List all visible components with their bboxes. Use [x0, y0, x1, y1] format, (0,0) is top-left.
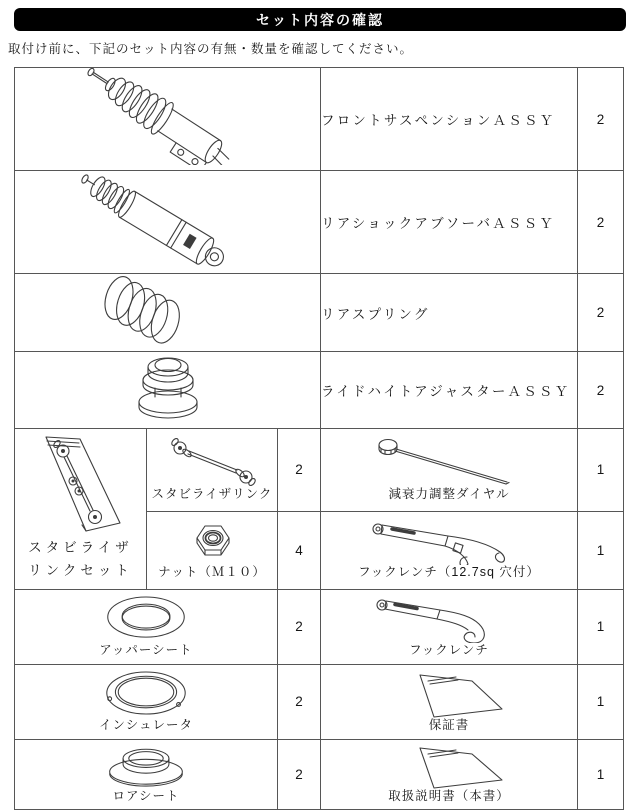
- warranty-cell: [321, 664, 578, 739]
- upper-seat-cell: [15, 589, 278, 664]
- ride-height-adjuster-cell: [15, 352, 321, 429]
- insulator-icon: [15, 668, 277, 718]
- lower-seat-cell: [15, 739, 278, 809]
- part-qty: 2: [578, 274, 624, 352]
- hook-wrench-icon: [322, 593, 577, 643]
- part-label: 取扱説明書（本書）: [388, 788, 510, 803]
- part-name: リアショックアブソーバＡＳＳＹ: [321, 171, 578, 274]
- row-ride-height-adjuster: [15, 352, 624, 429]
- parts-table: [14, 67, 624, 810]
- part-qty: 1: [578, 664, 624, 739]
- stabilizer-link-set-icon: [16, 431, 146, 537]
- stabilizer-link-cell: [147, 429, 278, 512]
- insulator-cell: [15, 664, 278, 739]
- part-label: インシュレータ: [99, 718, 193, 733]
- hook-wrench-square-hole-icon: [322, 517, 577, 565]
- link-set-label-line2: リンクセット: [28, 562, 133, 578]
- rear-shock-absorber-icon: [15, 171, 321, 268]
- page-title: セット内容の確認: [256, 11, 384, 28]
- stabilizer-link-icon: [148, 435, 277, 487]
- warranty-card-icon: [322, 668, 577, 718]
- part-qty: 4: [278, 511, 321, 589]
- nut-cell: [147, 511, 278, 589]
- part-qty: 1: [578, 739, 624, 809]
- front-suspension-cell: [15, 68, 321, 171]
- part-label: ロアシート: [112, 788, 180, 803]
- row-upper-seat: [15, 589, 624, 664]
- part-qty: 1: [578, 511, 624, 589]
- title-banner: [14, 8, 626, 31]
- part-qty: 2: [278, 589, 321, 664]
- part-name: フロントサスペンションＡＳＳＹ: [321, 68, 578, 171]
- row-rear-shock: [15, 171, 624, 274]
- manual-cell: [321, 739, 578, 809]
- hook-wrench-cell: [321, 589, 578, 664]
- hook-wrench-sq-cell: [321, 511, 578, 589]
- part-name: ライドハイトアジャスターＡＳＳＹ: [321, 352, 578, 429]
- row-rear-spring: [15, 274, 624, 352]
- rear-spring-icon: [15, 274, 321, 346]
- part-qty: 2: [278, 739, 321, 809]
- lower-seat-icon: [15, 743, 277, 789]
- damping-adjust-dial-icon: [322, 435, 577, 487]
- upper-seat-icon: [15, 593, 277, 643]
- link-set-label: [28, 537, 133, 585]
- row-insulator: [15, 664, 624, 739]
- instruction-manual-icon: [322, 743, 577, 789]
- part-label: フックレンチ: [409, 643, 489, 658]
- part-qty: 2: [578, 352, 624, 429]
- part-label: スタビライザリンク: [151, 486, 273, 501]
- damping-dial-cell: [321, 429, 578, 512]
- stabilizer-link-set-cell: [15, 429, 147, 590]
- part-label: アッパーシート: [99, 643, 193, 658]
- rear-spring-cell: [15, 274, 321, 352]
- part-qty: 2: [578, 171, 624, 274]
- row-lower-seat: [15, 739, 624, 809]
- part-qty: 2: [578, 68, 624, 171]
- part-label: フックレンチ（12.7sq 穴付）: [358, 565, 540, 580]
- part-label: ナット（Ｍ１０）: [158, 565, 266, 580]
- part-label: 減衰力調整ダイヤル: [388, 486, 510, 501]
- part-name: リアスプリング: [321, 274, 578, 352]
- row-front-suspension: [15, 68, 624, 171]
- front-suspension-icon: [15, 68, 321, 165]
- intro-text: 取付け前に、下記のセット内容の有無・数量を確認してください。: [8, 42, 414, 56]
- link-set-label-line1: スタビライザ: [28, 540, 133, 555]
- row-stabilizer-link: [15, 429, 624, 512]
- ride-height-adjuster-icon: [15, 352, 321, 423]
- rear-shock-cell: [15, 171, 321, 274]
- part-label: 保証書: [428, 718, 470, 733]
- nut-m10-icon: [148, 517, 277, 565]
- part-qty: 2: [278, 664, 321, 739]
- part-qty: 1: [578, 429, 624, 512]
- part-qty: 1: [578, 589, 624, 664]
- part-qty: 2: [278, 429, 321, 512]
